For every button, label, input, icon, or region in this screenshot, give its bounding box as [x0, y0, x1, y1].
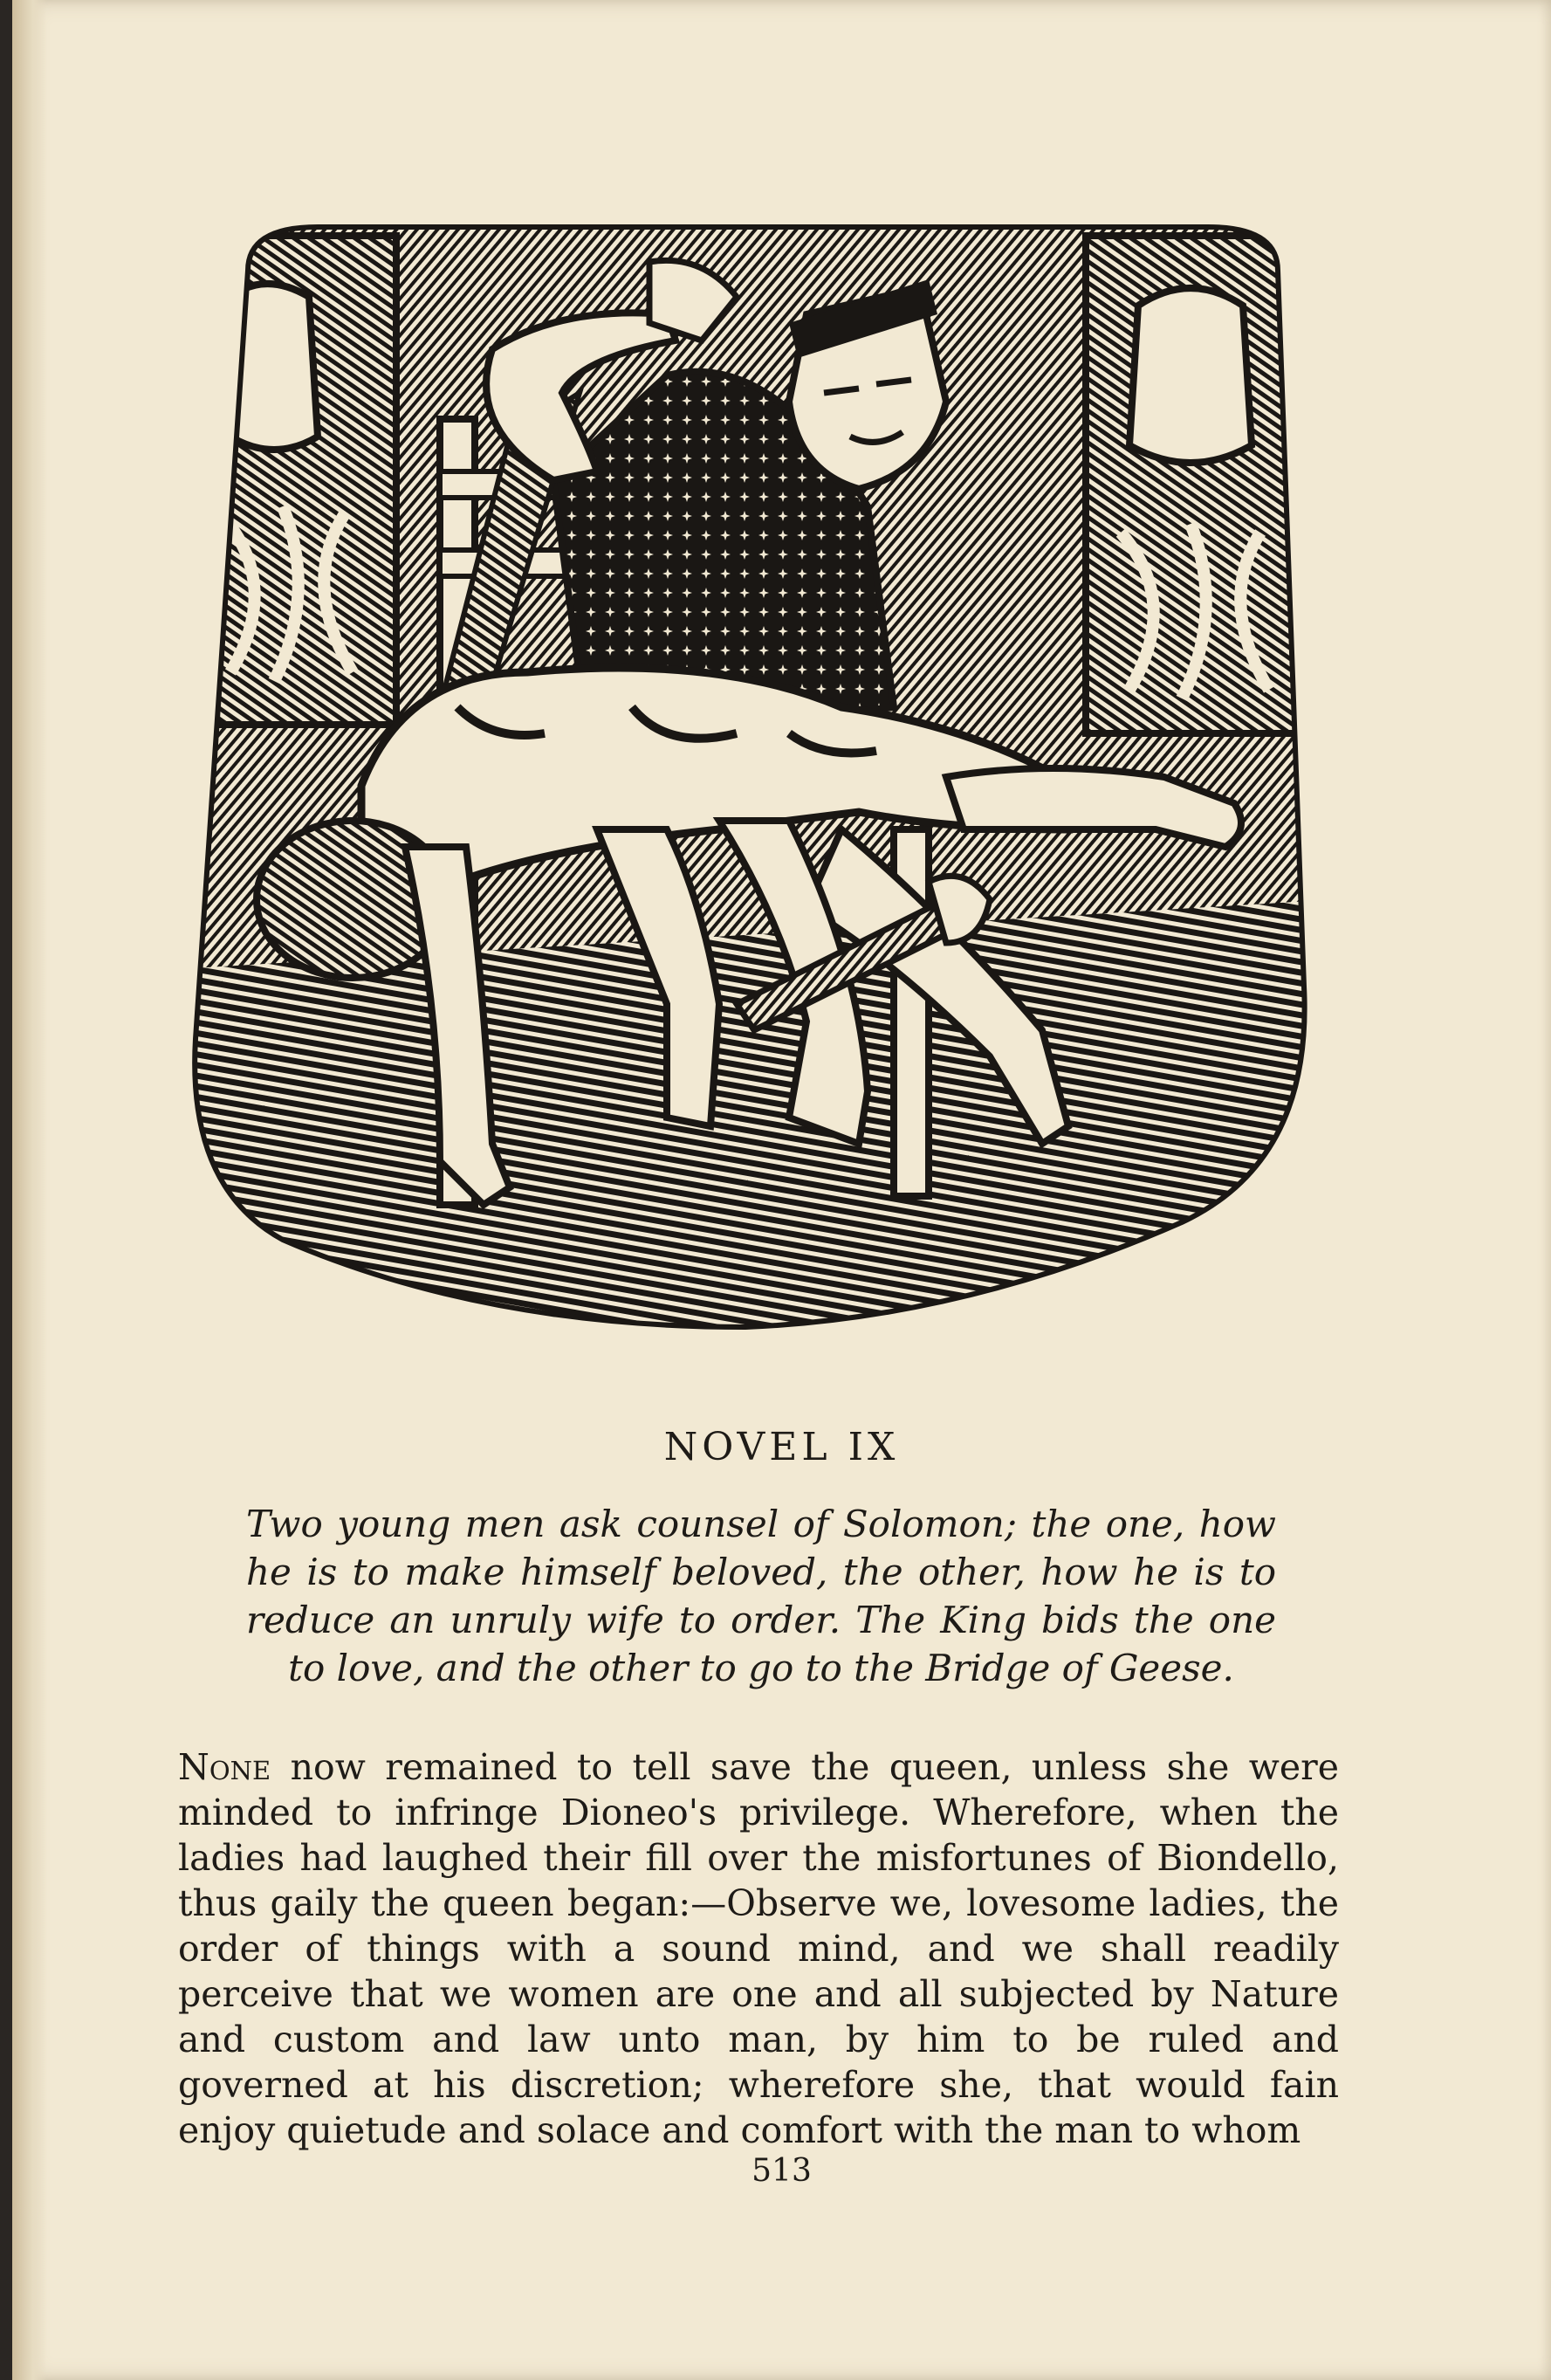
body-paragraph — [178, 1744, 1339, 2153]
novel-heading: NOVEL IX — [663, 1425, 900, 1469]
page-number: 513 — [751, 2153, 812, 2189]
woodcut-illustration — [178, 218, 1339, 1345]
lead-word: None — [178, 1746, 271, 1788]
novel-synopsis: Two young men ask counsel of Solomon; the one, how he is to make himself beloved, the other, how he is to reduce an unruly wife to order. The King bids the one to love, and the other to go to the Bridge of Geese. — [246, 1503, 1276, 1689]
body-text: now remained to tell save the queen, unless she were minded to infringe Dioneo's privilege. Wherefore, when the ladies had laughed their fill over the misfortunes of Biondello, thus gaily the queen began:—Observe we, lovesome ladies, the order of things with a sound mind, and we shall readily perceive that we women are one and all subjected by Nature and custom and law unto man, by him to be ruled and governed at his discretion; wherefore she, that would fain enjoy quietude and solace and comfort with the man to whom — [178, 1746, 1339, 2151]
book-page — [12, 0, 1551, 2380]
page-gutter — [12, 0, 47, 2380]
